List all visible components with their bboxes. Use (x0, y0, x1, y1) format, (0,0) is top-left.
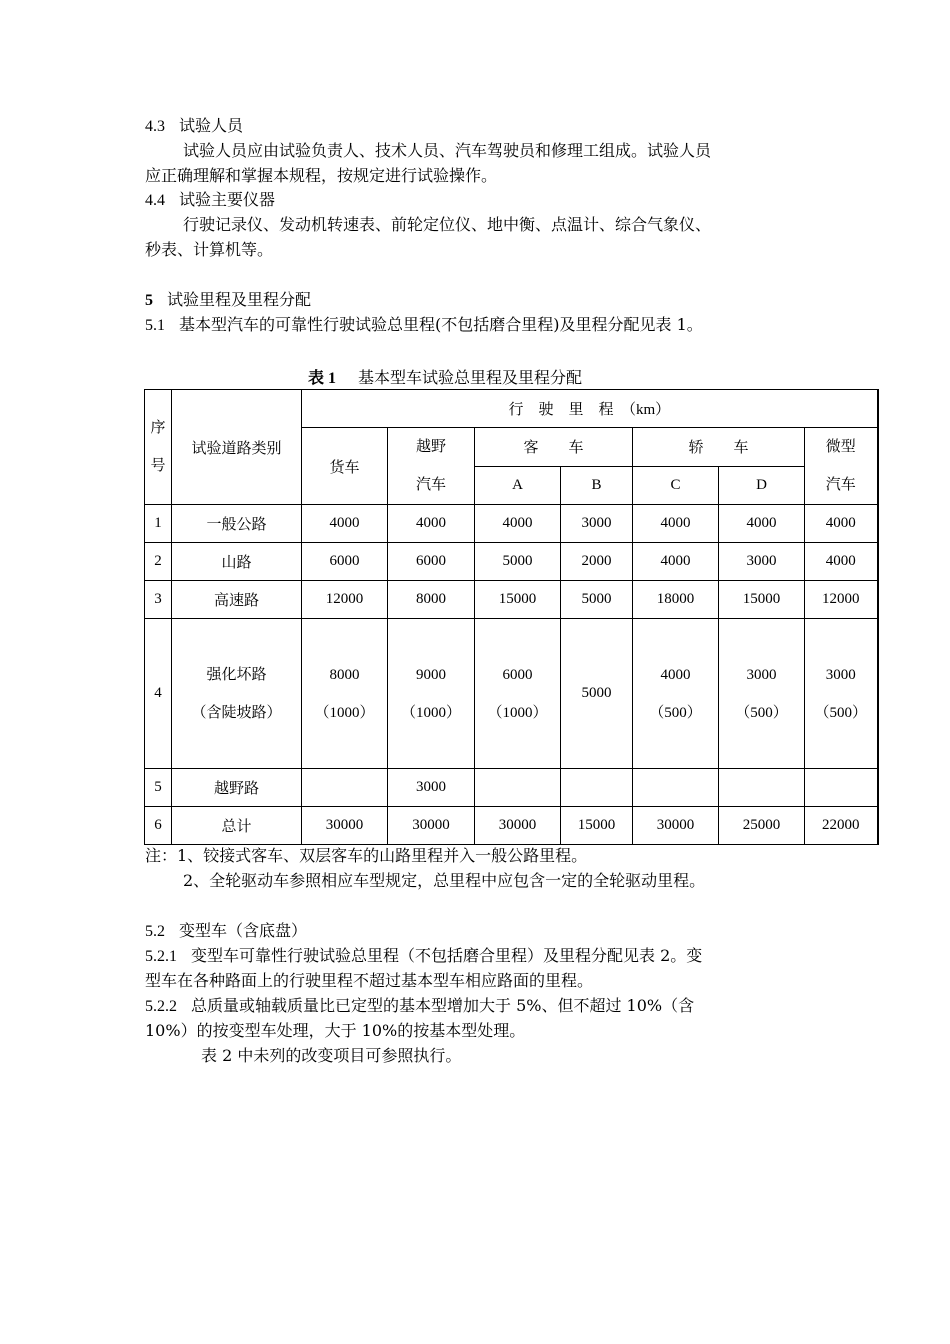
paragraph-line: 型车在各种路面上的行驶里程不超过基本型车相应路面的里程。 (145, 971, 594, 990)
heading-5-2 (145, 921, 307, 942)
cell: 30000 (388, 807, 475, 845)
cell: 3000 （500） (805, 619, 878, 769)
cell: 4000 (388, 505, 475, 543)
section-number: 5.2.1 (145, 948, 177, 965)
cell: 2000 (561, 543, 633, 581)
cell: 4000 (805, 543, 878, 581)
cell-seq: 5 (145, 769, 172, 807)
cell-seq: 6 (145, 807, 172, 845)
note-2: 2、全轮驱动车参照相应车型规定，总里程中应包含一定的全轮驱动里程。 (183, 871, 706, 890)
heading-5-1 (145, 315, 703, 336)
cell: 9000 （1000） (388, 619, 475, 769)
table-caption: 基本型车试验总里程及里程分配 (358, 368, 583, 387)
cell: 4000 (302, 505, 388, 543)
section-title: 试验里程及里程分配 (167, 290, 312, 309)
cell: 30000 (633, 807, 719, 845)
table-row (145, 581, 878, 619)
cell-road: 总计 (172, 807, 302, 845)
section-number: 5.2.2 (145, 998, 177, 1015)
section-title: 变型车（含底盘） (179, 921, 308, 940)
section-number: 4.4 (145, 192, 165, 209)
header-sub-a: A (475, 466, 561, 505)
heading-4-4 (145, 190, 275, 211)
cell: 6000 （1000） (475, 619, 561, 769)
cell: 3000 （500） (719, 619, 805, 769)
cell: 6000 (302, 543, 388, 581)
paragraph-line: 应正确理解和掌握本规程，按规定进行试验操作。 (145, 166, 498, 185)
cell: 5000 (561, 581, 633, 619)
cell-seq: 4 (145, 619, 172, 769)
cell: 4000 (633, 505, 719, 543)
cell: 8000 (388, 581, 475, 619)
cell: 4000 (633, 543, 719, 581)
header-sub-d: D (719, 466, 805, 505)
cell: 30000 (302, 807, 388, 845)
paragraph-line: 试验人员应由试验负责人、技术人员、汽车驾驶员和修理工组成。试验人员 (183, 141, 712, 160)
cell-seq: 1 (145, 505, 172, 543)
note-1: 注：1、铰接式客车、双层客车的山路里程并入一般公路里程。 (145, 846, 588, 865)
section-number: 5 (145, 292, 153, 309)
cell: 12000 (302, 581, 388, 619)
cell: 25000 (719, 807, 805, 845)
cell: 5000 (561, 619, 633, 769)
table-row (145, 543, 878, 581)
paragraph-line: 秒表、计算机等。 (145, 240, 274, 259)
cell: 3000 (388, 769, 475, 807)
header-bus: 客 车 (475, 428, 633, 467)
cell-road: 山路 (172, 543, 302, 581)
cell: 4000 （500） (633, 619, 719, 769)
heading-4-3 (145, 116, 243, 137)
header-seq: 序 号 (145, 390, 172, 505)
header-sub-b: B (561, 466, 633, 505)
paragraph-line: 变型车可靠性行驶试验总里程（不包括磨合里程）及里程分配见表 2。变 (191, 946, 703, 965)
header-sub-c: C (633, 466, 719, 505)
cell: 15000 (719, 581, 805, 619)
section-number: 4.3 (145, 118, 165, 135)
heading-5-2-1 (145, 946, 702, 967)
table-row (145, 619, 878, 769)
header-offroad: 越野 汽车 (388, 428, 475, 505)
cell (302, 769, 388, 807)
cell: 18000 (633, 581, 719, 619)
cell (475, 769, 561, 807)
section-number: 5.1 (145, 317, 165, 334)
cell: 6000 (388, 543, 475, 581)
heading-5 (145, 290, 311, 311)
cell (805, 769, 878, 807)
cell: 8000 （1000） (302, 619, 388, 769)
cell: 30000 (475, 807, 561, 845)
cell: 15000 (475, 581, 561, 619)
cell-seq: 3 (145, 581, 172, 619)
cell: 3000 (561, 505, 633, 543)
cell: 4000 (719, 505, 805, 543)
section-title: 试验主要仪器 (179, 190, 276, 209)
table-row (145, 505, 878, 543)
table-title (308, 365, 582, 388)
cell (633, 769, 719, 807)
cell: 3000 (719, 543, 805, 581)
cell: 12000 (805, 581, 878, 619)
table-row-total (145, 807, 878, 845)
heading-5-2-2 (145, 996, 694, 1017)
cell (561, 769, 633, 807)
table-row (145, 769, 878, 807)
cell: 15000 (561, 807, 633, 845)
section-title: 试验人员 (179, 116, 244, 135)
table-number: 表 1 (308, 370, 337, 387)
cell (719, 769, 805, 807)
header-mini: 微型 汽车 (805, 428, 878, 505)
header-truck: 货车 (302, 428, 388, 505)
paragraph-line: 行驶记录仪、发动机转速表、前轮定位仪、地中衡、点温计、综合气象仪、 (183, 215, 712, 234)
header-car: 轿 车 (633, 428, 805, 467)
cell-road: 一般公路 (172, 505, 302, 543)
cell: 22000 (805, 807, 878, 845)
paragraph-line: 10%）的按变型车处理，大于 10%的按基本型处理。 (145, 1021, 526, 1040)
cell-road: 强化坏路 （含陡坡路） (172, 619, 302, 769)
cell: 4000 (805, 505, 878, 543)
header-mileage-group: 行 驶 里 程 （km） (302, 390, 878, 428)
mileage-table (144, 389, 879, 845)
header-road-type: 试验道路类别 (172, 390, 302, 505)
paragraph-line: 表 2 中未列的改变项目可参照执行。 (201, 1046, 462, 1065)
cell: 5000 (475, 543, 561, 581)
section-number: 5.2 (145, 923, 165, 940)
cell-road: 高速路 (172, 581, 302, 619)
paragraph-line: 总质量或轴载质量比已定型的基本型增加大于 5%、但不超过 10%（含 (191, 996, 695, 1015)
cell-seq: 2 (145, 543, 172, 581)
cell-road: 越野路 (172, 769, 302, 807)
table-header-row (145, 390, 878, 428)
cell: 4000 (475, 505, 561, 543)
section-text: 基本型汽车的可靠性行驶试验总里程(不包括磨合里程)及里程分配见表 1。 (179, 315, 703, 334)
